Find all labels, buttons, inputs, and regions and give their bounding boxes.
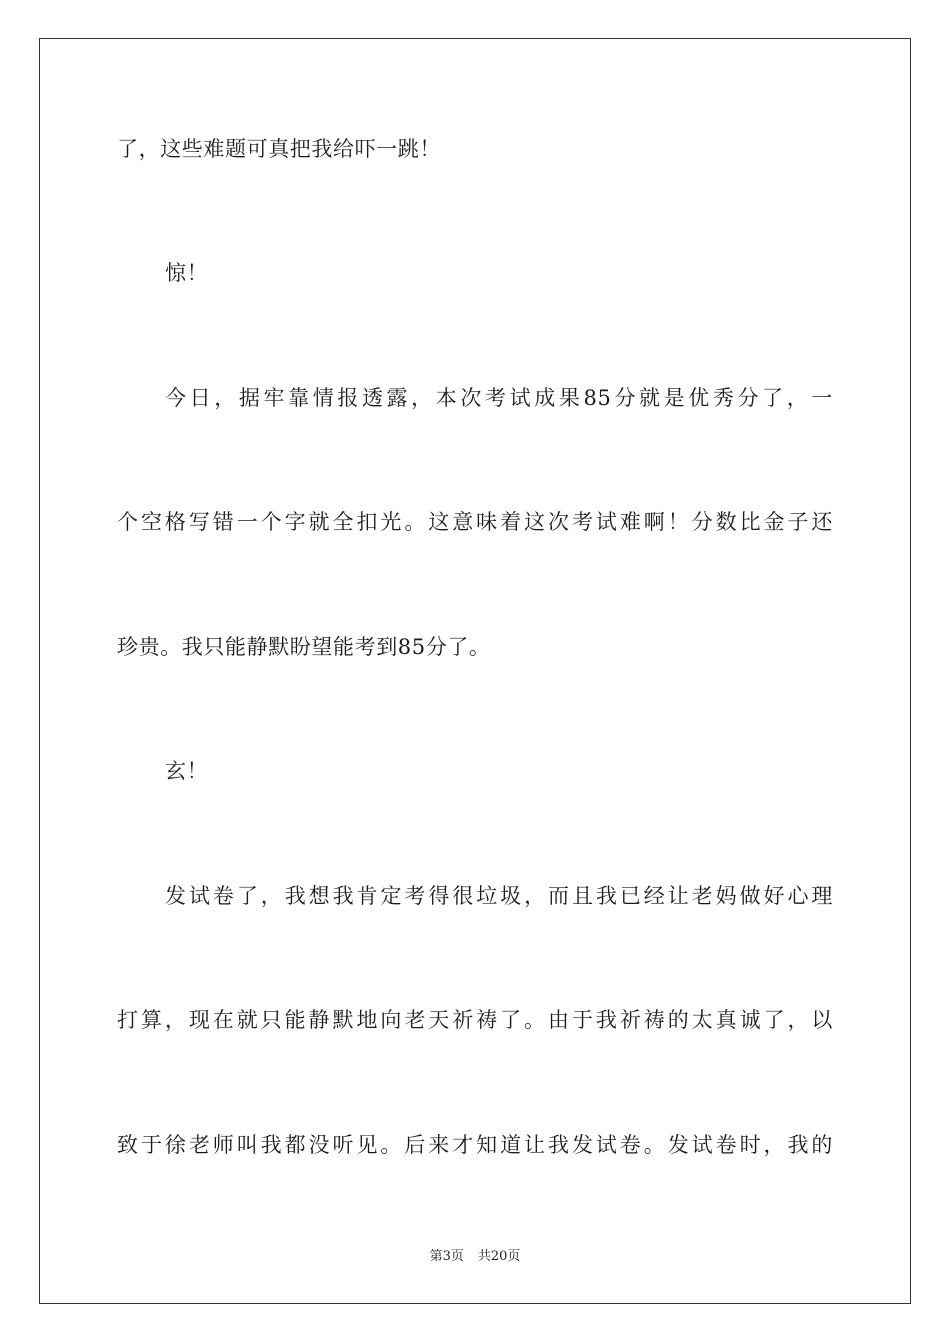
text-line-8: 打算，现在就只能静默地向老天祈祷了。由于我祈祷的太真诚了，以 bbox=[117, 1008, 833, 1032]
total-pages: 共20页 bbox=[477, 1249, 521, 1264]
text-line-6: 玄！ bbox=[165, 759, 209, 783]
page-number: 第3页 bbox=[429, 1249, 464, 1264]
page-border bbox=[39, 38, 911, 1304]
text-line-4: 个空格写错一个字就全扣光。这意味着这次考试难啊！分数比金子还 bbox=[117, 510, 833, 534]
text-line-3: 今日，据牢靠情报透露，本次考试成果85分就是优秀分了，一 bbox=[165, 386, 833, 410]
page-footer bbox=[0, 1248, 950, 1266]
text-line-1: 了，这些难题可真把我给吓一跳！ bbox=[117, 137, 441, 161]
text-line-7: 发试卷了，我想我肯定考得很垃圾，而且我已经让老妈做好心理 bbox=[165, 884, 833, 908]
text-line-9: 致于徐老师叫我都没听见。后来才知道让我发试卷。发试卷时，我的 bbox=[117, 1133, 833, 1157]
text-line-5: 珍贵。我只能静默盼望能考到85分了。 bbox=[117, 635, 491, 659]
text-line-2: 惊！ bbox=[165, 261, 209, 285]
